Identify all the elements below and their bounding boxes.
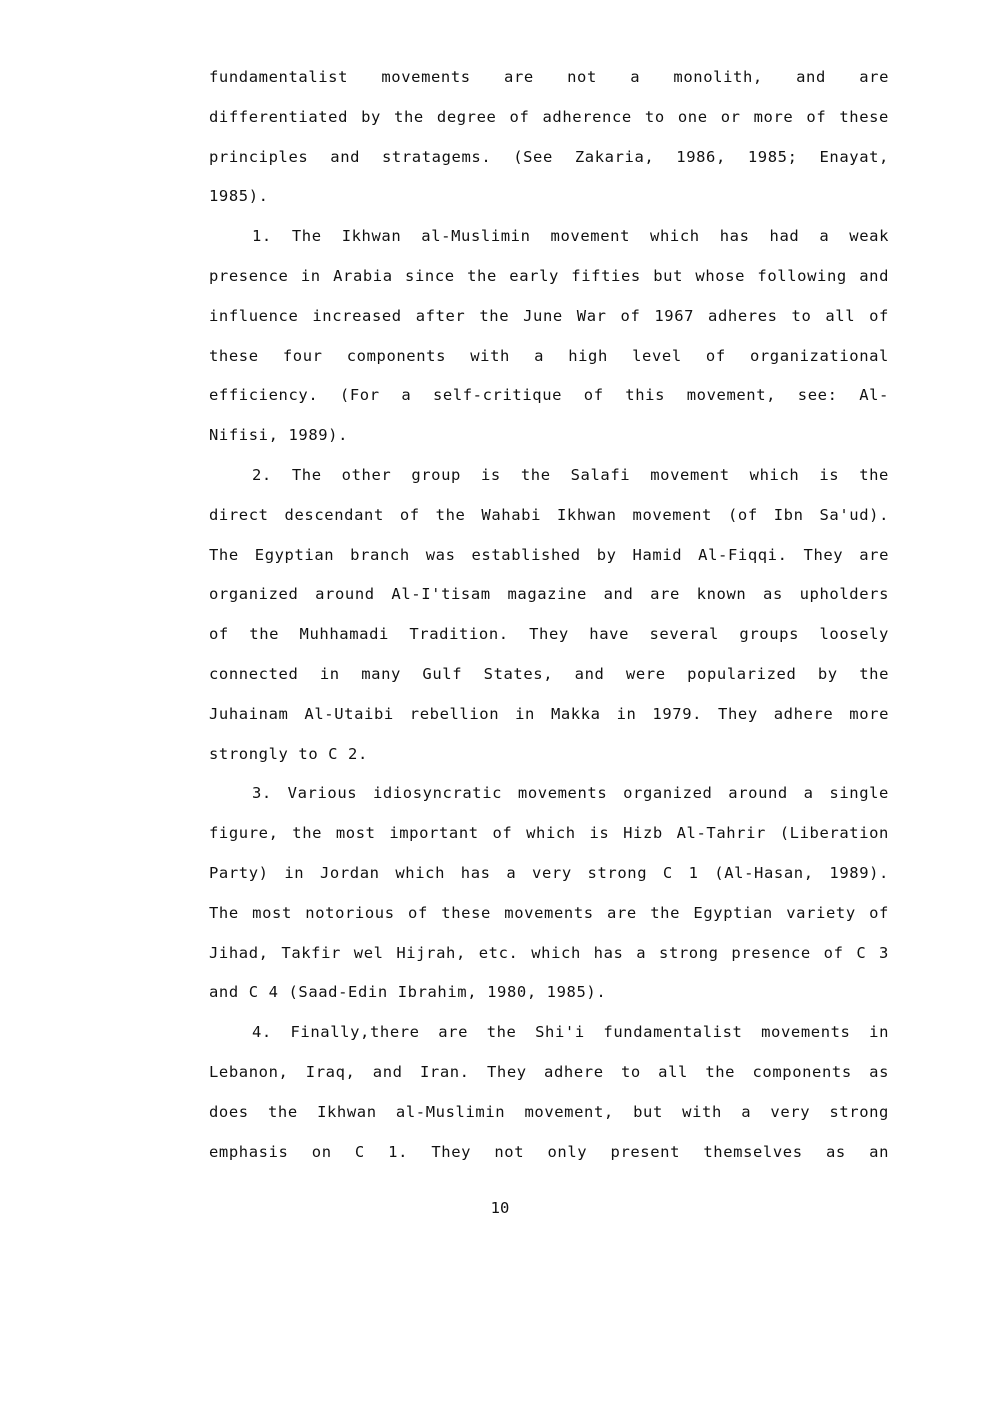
text-line: principles and stratagems. (See Zakaria, 1986, 1985; Enayat, (209, 147, 889, 166)
text-line: these four components with a high level of organizational (209, 346, 889, 365)
text-line: The most notorious of these movements are the Egyptian variety of (209, 903, 889, 922)
text-line: influence increased after the June War of 1967 adheres to all of (209, 306, 889, 325)
text-line: fundamentalist movements are not a monolith, and are (209, 68, 889, 86)
text-line: direct descendant of the Wahabi Ikhwan movement (of Ibn Sa'ud). (209, 505, 889, 524)
text-line: presence in Arabia since the early fifties but whose following and (209, 266, 889, 285)
text-line: emphasis on C 1. They not only present themselves as an (209, 1142, 889, 1161)
text-line: efficiency. (For a self-critique of this movement, see: Al- (209, 386, 889, 405)
text-line: of the Muhhamadi Tradition. They have several groups loosely (209, 625, 889, 644)
text-line: 4. Finally,there are the Shi'i fundamentalist movements in (252, 1023, 889, 1042)
text-line: 1985). (209, 187, 269, 206)
text-line: connected in many Gulf States, and were popularized by the (209, 664, 889, 683)
text-line: and C 4 (Saad-Edin Ibrahim, 1980, 1985). (209, 983, 607, 1002)
text-line: organized around Al-I'tisam magazine and are known as upholders (209, 585, 889, 604)
text-line: Party) in Jordan which has a very strong C 1 (Al-Hasan, 1989). (209, 863, 889, 882)
text-line: 3. Various idiosyncratic movements organized around a single (252, 784, 889, 803)
text-line: 1. The Ikhwan al-Muslimin movement which has had a weak (252, 227, 889, 246)
text-line: Nifisi, 1989). (209, 426, 349, 445)
text-line: Lebanon, Iraq, and Iran. They adhere to all the components as (209, 1062, 889, 1081)
text-line: Juhainam Al-Utaibi rebellion in Makka in 1979. They adhere more (209, 704, 889, 723)
text-line: does the Ikhwan al-Muslimin movement, but with a very strong (209, 1102, 889, 1121)
text-line: strongly to C 2. (209, 744, 368, 763)
body-text (209, 58, 889, 1172)
text-line: figure, the most important of which is Hizb Al-Tahrir (Liberation (209, 824, 889, 843)
text-line: Jihad, Takfir wel Hijrah, etc. which has a strong presence of C 3 (209, 943, 889, 962)
page-number: 10 (490, 1199, 510, 1217)
text-line: differentiated by the degree of adherence to one or more of these (209, 107, 889, 126)
text-line: The Egyptian branch was established by Hamid Al-Fiqqi. They are (209, 545, 889, 564)
text-line: 2. The other group is the Salafi movement which is the (252, 465, 889, 484)
